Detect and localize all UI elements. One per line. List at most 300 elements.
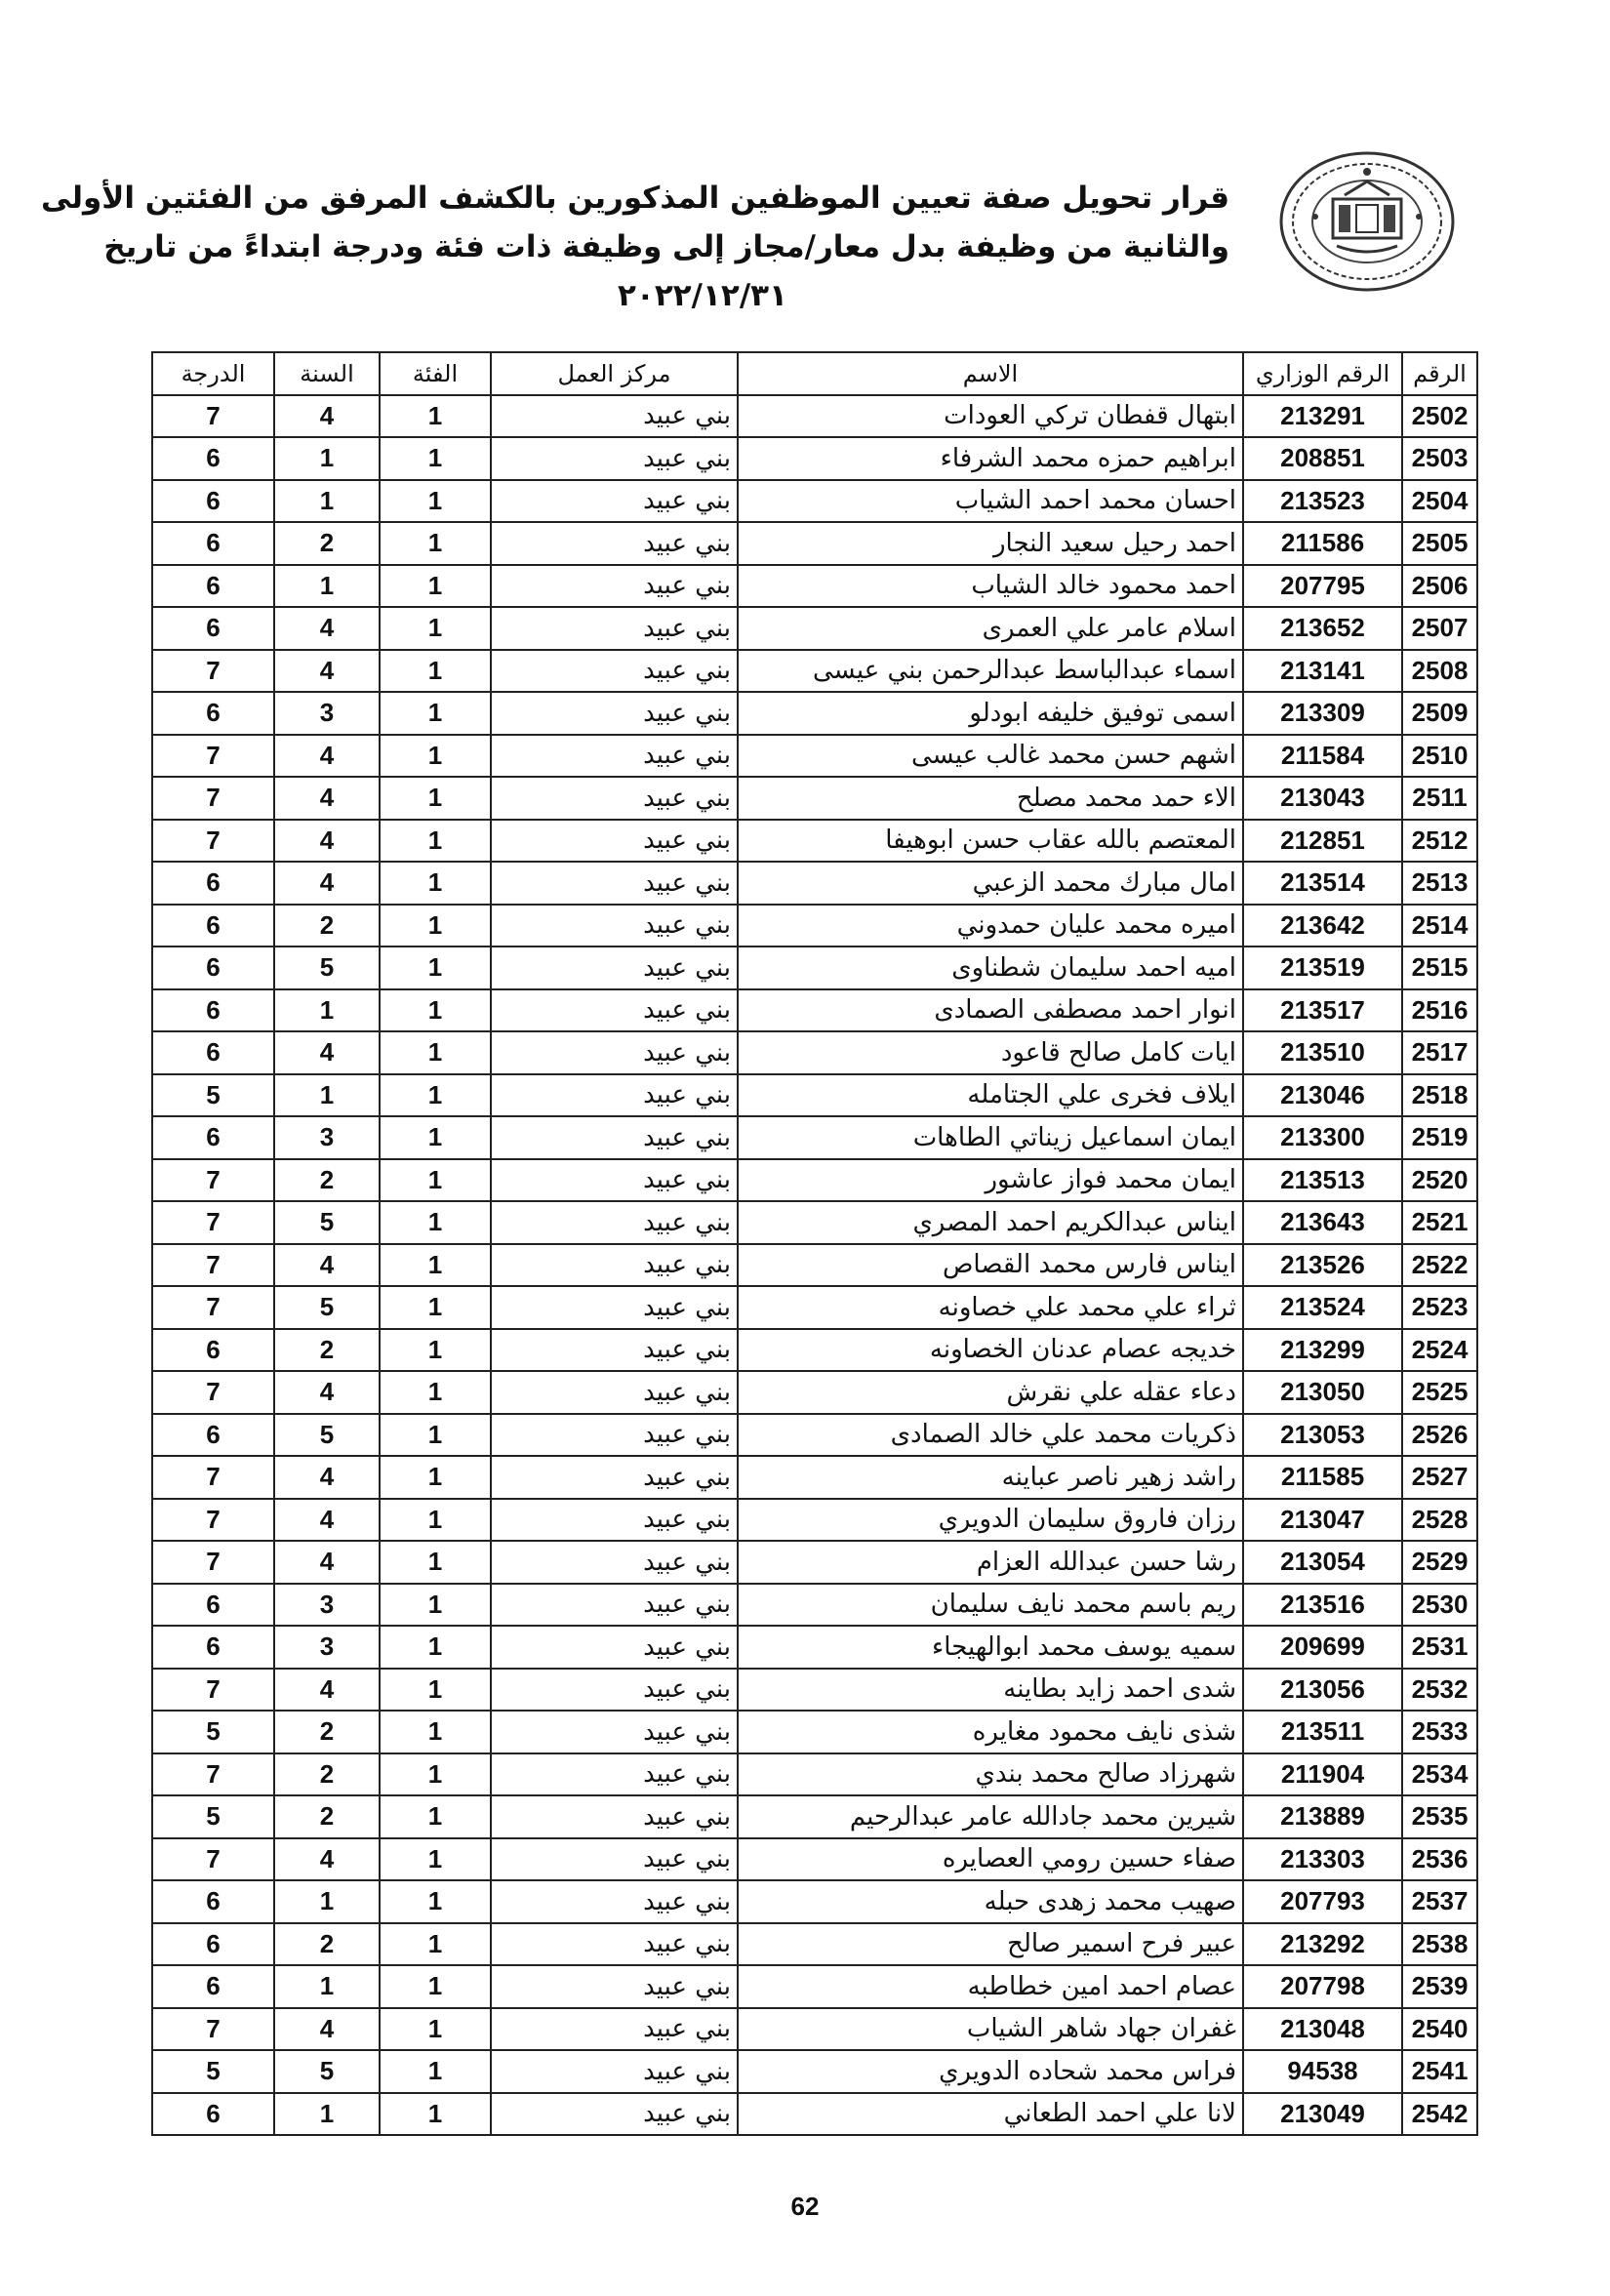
category-cell: 1 [380,1880,491,1923]
grade-cell: 7 [152,820,274,863]
grade-cell: 6 [152,1965,274,2008]
work-center-cell: بني عبيد [491,2050,738,2093]
grade-cell: 6 [152,989,274,1032]
grade-cell: 6 [152,480,274,523]
category-cell: 1 [380,1753,491,1796]
ministry-id-cell: 213511 [1243,1711,1402,1753]
work-center-cell: بني عبيد [491,1753,738,1796]
employee-name-cell: فراس محمد شحاده الدويري [738,2050,1243,2093]
table-row [152,1880,1477,1923]
work-center-cell: بني عبيد [491,777,738,820]
grade-cell: 6 [152,905,274,947]
ministry-id-cell: 213292 [1243,1923,1402,1966]
work-center-cell: بني عبيد [491,1159,738,1202]
category-cell: 1 [380,947,491,989]
employee-name-cell: اسلام عامر علي العمرى [738,607,1243,650]
table-row [152,1541,1477,1584]
work-center-cell: بني عبيد [491,1965,738,2008]
year-cell: 1 [274,1880,380,1923]
table-row [152,820,1477,863]
grade-cell: 5 [152,1074,274,1117]
ministry-id-cell: 213510 [1243,1031,1402,1074]
category-cell: 1 [380,395,491,438]
table-row [152,989,1477,1032]
year-cell: 1 [274,437,380,480]
table-row [152,1286,1477,1329]
work-center-cell: بني عبيد [491,1201,738,1244]
header-cell-year: السنة [274,352,380,395]
row-number-cell: 2535 [1402,1795,1477,1838]
category-cell: 1 [380,820,491,863]
row-number-cell: 2520 [1402,1159,1477,1202]
row-number-cell: 2525 [1402,1371,1477,1414]
work-center-cell: بني عبيد [491,1584,738,1627]
header-cell-grade: الدرجة [152,352,274,395]
ministry-id-cell: 213050 [1243,1371,1402,1414]
table-row [152,1074,1477,1117]
category-cell: 1 [380,1244,491,1287]
year-cell: 4 [274,2008,380,2051]
ministry-id-cell: 213046 [1243,1074,1402,1117]
work-center-cell: بني عبيد [491,947,738,989]
ministry-id-cell: 213056 [1243,1669,1402,1712]
grade-cell: 5 [152,2050,274,2093]
category-cell: 1 [380,1286,491,1329]
work-center-cell: بني عبيد [491,1371,738,1414]
year-cell: 1 [274,2093,380,2136]
year-cell: 4 [274,777,380,820]
table-row [152,1965,1477,2008]
row-number-cell: 2502 [1402,395,1477,438]
row-number-cell: 2531 [1402,1626,1477,1669]
table-row [152,395,1477,438]
work-center-cell: بني عبيد [491,2008,738,2051]
ministry-id-cell: 213524 [1243,1286,1402,1329]
table-row [152,2008,1477,2051]
category-cell: 1 [380,1329,491,1372]
ministry-id-cell: 94538 [1243,2050,1402,2093]
row-number-cell: 2518 [1402,1074,1477,1117]
grade-cell: 6 [152,607,274,650]
year-cell: 1 [274,480,380,523]
year-cell: 4 [274,1456,380,1499]
work-center-cell: بني عبيد [491,1074,738,1117]
category-cell: 1 [380,480,491,523]
grade-cell: 7 [152,1371,274,1414]
employee-name-cell: انوار احمد مصطفى الصمادى [738,989,1243,1032]
work-center-cell: بني عبيد [491,989,738,1032]
employee-name-cell: اشهم حسن محمد غالب عيسى [738,735,1243,778]
work-center-cell: بني عبيد [491,1329,738,1372]
grade-cell: 7 [152,1201,274,1244]
year-cell: 1 [274,565,380,608]
row-number-cell: 2533 [1402,1711,1477,1753]
year-cell: 4 [274,1838,380,1881]
grade-cell: 7 [152,1753,274,1796]
employee-name-cell: احمد محمود خالد الشياب [738,565,1243,608]
row-number-cell: 2534 [1402,1753,1477,1796]
year-cell: 4 [274,395,380,438]
employee-name-cell: شذى نايف محمود مغايره [738,1711,1243,1753]
work-center-cell: بني عبيد [491,1669,738,1712]
table-row [152,1626,1477,1669]
ministry-id-cell: 211585 [1243,1456,1402,1499]
row-number-cell: 2524 [1402,1329,1477,1372]
work-center-cell: بني عبيد [491,1456,738,1499]
row-number-cell: 2528 [1402,1499,1477,1542]
category-cell: 1 [380,692,491,735]
row-number-cell: 2540 [1402,2008,1477,2051]
work-center-cell: بني عبيد [491,1244,738,1287]
decision-title [41,174,1229,320]
grade-cell: 7 [152,777,274,820]
table-row [152,1116,1477,1159]
table-row [152,1711,1477,1753]
table-row [152,650,1477,693]
work-center-cell: بني عبيد [491,820,738,863]
work-center-cell: بني عبيد [491,565,738,608]
grade-cell: 6 [152,1116,274,1159]
grade-cell: 6 [152,2093,274,2136]
employee-name-cell: اميه احمد سليمان شطناوى [738,947,1243,989]
work-center-cell: بني عبيد [491,607,738,650]
category-cell: 1 [380,2050,491,2093]
employee-name-cell: رزان فاروق سليمان الدويري [738,1499,1243,1542]
ministry-seal-logo [1276,148,1458,295]
row-number-cell: 2536 [1402,1838,1477,1881]
category-cell: 1 [380,862,491,905]
employee-name-cell: ايلاف فخرى علي الجتامله [738,1074,1243,1117]
ministry-id-cell: 213519 [1243,947,1402,989]
year-cell: 3 [274,1116,380,1159]
work-center-cell: بني عبيد [491,650,738,693]
table-row [152,692,1477,735]
year-cell: 5 [274,1414,380,1457]
table-row [152,1201,1477,1244]
row-number-cell: 2527 [1402,1456,1477,1499]
employee-name-cell: ايمان محمد فواز عاشور [738,1159,1243,1202]
category-cell: 1 [380,905,491,947]
row-number-cell: 2541 [1402,2050,1477,2093]
year-cell: 5 [274,1286,380,1329]
ministry-id-cell: 213299 [1243,1329,1402,1372]
table-row [152,1371,1477,1414]
year-cell: 1 [274,1074,380,1117]
grade-cell: 7 [152,1286,274,1329]
ministry-id-cell: 209699 [1243,1626,1402,1669]
table-row [152,1669,1477,1712]
grade-cell: 7 [152,2008,274,2051]
row-number-cell: 2512 [1402,820,1477,863]
category-cell: 1 [380,1923,491,1966]
ministry-id-cell: 213642 [1243,905,1402,947]
ministry-id-cell: 207795 [1243,565,1402,608]
row-number-cell: 2530 [1402,1584,1477,1627]
category-cell: 1 [380,735,491,778]
work-center-cell: بني عبيد [491,1923,738,1966]
employee-name-cell: ريم باسم محمد نايف سليمان [738,1584,1243,1627]
employee-name-cell: امال مبارك محمد الزعبي [738,862,1243,905]
year-cell: 3 [274,1584,380,1627]
employee-name-cell: ابتهال قفطان تركي العودات [738,395,1243,438]
category-cell: 1 [380,2008,491,2051]
category-cell: 1 [380,989,491,1032]
work-center-cell: بني عبيد [491,1626,738,1669]
table-row [152,1456,1477,1499]
grade-cell: 6 [152,522,274,565]
ministry-id-cell: 213048 [1243,2008,1402,2051]
category-cell: 1 [380,1159,491,1202]
header-cell-work-center: مركز العمل [491,352,738,395]
table-row [152,905,1477,947]
table-row [152,1753,1477,1796]
row-number-cell: 2542 [1402,2093,1477,2136]
employee-name-cell: صهيب محمد زهدى حبله [738,1880,1243,1923]
work-center-cell: بني عبيد [491,480,738,523]
category-cell: 1 [380,1838,491,1881]
category-cell: 1 [380,1541,491,1584]
work-center-cell: بني عبيد [491,2093,738,2136]
category-cell: 1 [380,1456,491,1499]
year-cell: 4 [274,1371,380,1414]
year-cell: 2 [274,1711,380,1753]
category-cell: 1 [380,437,491,480]
row-number-cell: 2510 [1402,735,1477,778]
row-number-cell: 2514 [1402,905,1477,947]
row-number-cell: 2505 [1402,522,1477,565]
ministry-id-cell: 213643 [1243,1201,1402,1244]
category-cell: 1 [380,1795,491,1838]
employee-name-cell: احمد رحيل سعيد النجار [738,522,1243,565]
grade-cell: 6 [152,1880,274,1923]
ministry-id-cell: 213053 [1243,1414,1402,1457]
category-cell: 1 [380,565,491,608]
year-cell: 4 [274,1244,380,1287]
employee-name-cell: ذكريات محمد علي خالد الصمادى [738,1414,1243,1457]
employee-name-cell: شيرين محمد جادالله عامر عبدالرحيم [738,1795,1243,1838]
year-cell: 4 [274,607,380,650]
table-row [152,1499,1477,1542]
year-cell: 4 [274,1031,380,1074]
table-row [152,947,1477,989]
grade-cell: 7 [152,395,274,438]
category-cell: 1 [380,650,491,693]
grade-cell: 6 [152,1626,274,1669]
ministry-id-cell: 211584 [1243,735,1402,778]
row-number-cell: 2526 [1402,1414,1477,1457]
header-cell-category: الفئة [380,352,491,395]
row-number-cell: 2539 [1402,1965,1477,2008]
row-number-cell: 2537 [1402,1880,1477,1923]
category-cell: 1 [380,1711,491,1753]
ministry-id-cell: 213513 [1243,1159,1402,1202]
table-body [152,395,1477,2136]
table-row [152,1031,1477,1074]
ministry-id-cell: 213047 [1243,1499,1402,1542]
table-row [152,735,1477,778]
row-number-cell: 2532 [1402,1669,1477,1712]
category-cell: 1 [380,1116,491,1159]
employee-name-cell: ايناس عبدالكريم احمد المصري [738,1201,1243,1244]
row-number-cell: 2521 [1402,1201,1477,1244]
table-row [152,862,1477,905]
table-row [152,437,1477,480]
table-row [152,522,1477,565]
title-date: ٢٠٢٢/١٢/٣١ [617,278,787,313]
category-cell: 1 [380,1201,491,1244]
ministry-id-cell: 213303 [1243,1838,1402,1881]
grade-cell: 6 [152,1414,274,1457]
grade-cell: 7 [152,1541,274,1584]
row-number-cell: 2508 [1402,650,1477,693]
category-cell: 1 [380,1626,491,1669]
ministry-id-cell: 213291 [1243,395,1402,438]
category-cell: 1 [380,777,491,820]
ministry-id-cell: 213309 [1243,692,1402,735]
work-center-cell: بني عبيد [491,437,738,480]
ministry-id-cell: 213049 [1243,2093,1402,2136]
table-row [152,777,1477,820]
ministry-id-cell: 213526 [1243,1244,1402,1287]
ministry-id-cell: 213889 [1243,1795,1402,1838]
row-number-cell: 2538 [1402,1923,1477,1966]
year-cell: 3 [274,1626,380,1669]
grade-cell: 5 [152,1795,274,1838]
table-row [152,1923,1477,1966]
row-number-cell: 2515 [1402,947,1477,989]
table-row [152,2093,1477,2136]
employee-name-cell: سميه يوسف محمد ابوالهيجاء [738,1626,1243,1669]
year-cell: 3 [274,692,380,735]
employee-name-cell: احسان محمد احمد الشياب [738,480,1243,523]
row-number-cell: 2513 [1402,862,1477,905]
row-number-cell: 2517 [1402,1031,1477,1074]
category-cell: 1 [380,2093,491,2136]
ministry-id-cell: 213523 [1243,480,1402,523]
work-center-cell: بني عبيد [491,395,738,438]
employee-name-cell: خديجه عصام عدنان الخصاونه [738,1329,1243,1372]
ministry-id-cell: 213300 [1243,1116,1402,1159]
work-center-cell: بني عبيد [491,905,738,947]
grade-cell: 7 [152,650,274,693]
employee-name-cell: ثراء علي محمد علي خصاونه [738,1286,1243,1329]
page-number: 62 [790,2192,820,2221]
employee-name-cell: شهرزاد صالح محمد بندي [738,1753,1243,1796]
year-cell: 4 [274,862,380,905]
category-cell: 1 [380,1031,491,1074]
work-center-cell: بني عبيد [491,1286,738,1329]
table-row [152,565,1477,608]
grade-cell: 6 [152,437,274,480]
work-center-cell: بني عبيد [491,1880,738,1923]
header-cell-ministry-id: الرقم الوزاري [1243,352,1402,395]
grade-cell: 7 [152,1838,274,1881]
year-cell: 4 [274,1541,380,1584]
year-cell: 4 [274,1499,380,1542]
year-cell: 2 [274,1795,380,1838]
table-row [152,2050,1477,2093]
employee-name-cell: صفاء حسين رومي العصايره [738,1838,1243,1881]
year-cell: 4 [274,735,380,778]
ministry-id-cell: 211586 [1243,522,1402,565]
work-center-cell: بني عبيد [491,1414,738,1457]
grade-cell: 5 [152,1711,274,1753]
category-cell: 1 [380,1965,491,2008]
employee-name-cell: شدى احمد زايد بطاينه [738,1669,1243,1712]
ministry-id-cell: 208851 [1243,437,1402,480]
work-center-cell: بني عبيد [491,1031,738,1074]
title-line-2: والثانية من وظيفة بدل معار/مجاز إلى وظيفة ذات فئة ودرجة ابتداءً من تاريخ [103,229,1229,264]
table-row [152,1584,1477,1627]
employee-name-cell: ابراهيم حمزه محمد الشرفاء [738,437,1243,480]
grade-cell: 6 [152,1329,274,1372]
table-row [152,1244,1477,1287]
employee-name-cell: رشا حسن عبدالله العزام [738,1541,1243,1584]
category-cell: 1 [380,1499,491,1542]
year-cell: 5 [274,1201,380,1244]
table-row [152,1414,1477,1457]
year-cell: 4 [274,650,380,693]
row-number-cell: 2523 [1402,1286,1477,1329]
employee-name-cell: الاء حمد محمد مصلح [738,777,1243,820]
ministry-id-cell: 213054 [1243,1541,1402,1584]
ministry-id-cell: 213517 [1243,989,1402,1032]
ministry-id-cell: 213141 [1243,650,1402,693]
grade-cell: 6 [152,1923,274,1966]
year-cell: 2 [274,1753,380,1796]
grade-cell: 7 [152,1159,274,1202]
category-cell: 1 [380,522,491,565]
row-number-cell: 2511 [1402,777,1477,820]
row-number-cell: 2529 [1402,1541,1477,1584]
year-cell: 5 [274,2050,380,2093]
grade-cell: 6 [152,565,274,608]
employee-name-cell: اميره محمد عليان حمدوني [738,905,1243,947]
grade-cell: 6 [152,947,274,989]
employee-name-cell: ايات كامل صالح قاعود [738,1031,1243,1074]
grade-cell: 7 [152,735,274,778]
year-cell: 4 [274,1669,380,1712]
row-number-cell: 2504 [1402,480,1477,523]
table-row [152,607,1477,650]
row-number-cell: 2509 [1402,692,1477,735]
employee-name-cell: ايمان اسماعيل زيناتي الطاهات [738,1116,1243,1159]
employee-name-cell: غفران جهاد شاهر الشياب [738,2008,1243,2051]
year-cell: 2 [274,1923,380,1966]
category-cell: 1 [380,1371,491,1414]
row-number-cell: 2503 [1402,437,1477,480]
ministry-id-cell: 212851 [1243,820,1402,863]
employee-name-cell: عبير فرح اسمير صالح [738,1923,1243,1966]
category-cell: 1 [380,1414,491,1457]
year-cell: 2 [274,1329,380,1372]
grade-cell: 7 [152,1456,274,1499]
row-number-cell: 2522 [1402,1244,1477,1287]
ministry-id-cell: 211904 [1243,1753,1402,1796]
employee-name-cell: المعتصم بالله عقاب حسن ابوهيفا [738,820,1243,863]
table-header-row [152,352,1477,395]
work-center-cell: بني عبيد [491,692,738,735]
employee-name-cell: راشد زهير ناصر عباينه [738,1456,1243,1499]
table-row [152,1329,1477,1372]
table-row [152,1159,1477,1202]
header-cell-name: الاسم [738,352,1243,395]
grade-cell: 6 [152,1584,274,1627]
employee-name-cell: عصام احمد امين خطاطبه [738,1965,1243,2008]
ministry-id-cell: 213652 [1243,607,1402,650]
table-row [152,1795,1477,1838]
row-number-cell: 2516 [1402,989,1477,1032]
